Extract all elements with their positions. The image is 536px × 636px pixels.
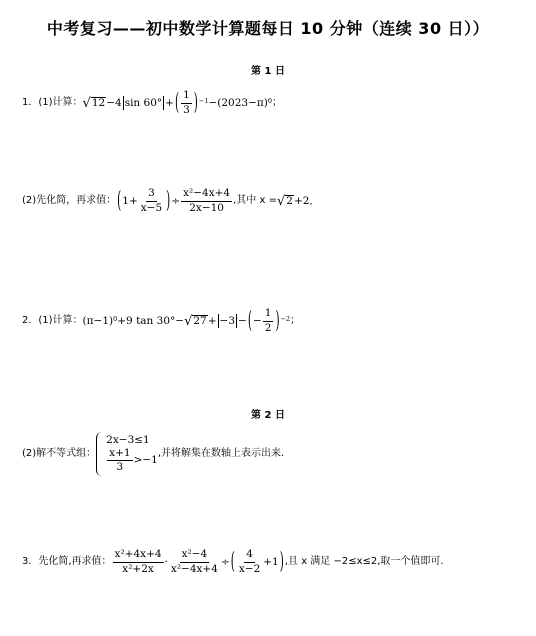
- day-heading-2: 第 2 日: [251, 410, 285, 421]
- sqrt-expression: √ 27: [184, 313, 207, 329]
- fraction: $\frac{3}{x-5}$: [140, 187, 163, 214]
- sin-term: sin 60°: [124, 96, 163, 109]
- problem-3: 3．先化简,再求值： $\frac{\text{x²+4x+4}}{\text{x²+2x}}$ · $\frac{\text{x²−4}}{\text{x²−4x+4}}$ ÷ ( $\frac{4}{x-2}$ +1 ) ,且 x 满足 −2≤x≤2,取一个值即可.: [22, 548, 444, 575]
- operator: +: [165, 96, 174, 109]
- term: −4: [106, 96, 122, 109]
- exponent: −1: [198, 96, 209, 105]
- fraction: $\frac{\text{x²+4x+4}}{\text{x²+2x}}$: [114, 548, 162, 575]
- problem-1-1: 1．(1)计算： √ 12 −4 sin 60° + ( $\frac{1}{3}$ ) $^{-1}$ −(2023−π) $^0$ ；: [22, 89, 283, 116]
- problem-label: (2)解不等式组：: [22, 448, 97, 459]
- fraction: $\frac{1}{2}$: [264, 307, 272, 334]
- problem-1-2: (2)先化简，再求值： ( 1+ $\frac{3}{x-5}$ ) ÷ $\frac{\text{x²−4x+4}}{2x-10}$ ,其中 x = √ 2 +2．: [22, 187, 320, 214]
- problem-label: 3．先化简,再求值：: [22, 556, 112, 567]
- problem-label: 1．(1)计算：: [22, 97, 83, 108]
- fraction: $\frac{4}{x-2}$: [238, 548, 261, 575]
- abs-bar: [123, 96, 124, 110]
- problem-label: 2．(1)计算：: [22, 315, 83, 326]
- abs-bar: [163, 96, 164, 110]
- page-title: 中考复习——初中数学计算题每日 10 分钟（连续 30 日））: [46, 19, 490, 38]
- inequality-system: 2x−3≤1 $\frac{x+1}{3}$ >−1: [106, 434, 158, 473]
- term: −(2023−π): [208, 96, 268, 109]
- exponent: 0: [267, 96, 273, 105]
- fraction: $\frac{x+1}{3}$: [109, 446, 131, 473]
- problem-label: (2)先化简，再求值：: [22, 195, 117, 206]
- fraction: $\frac{1}{3}$: [183, 89, 190, 116]
- sqrt-expression: √ 2: [276, 193, 293, 209]
- brace: [96, 432, 103, 476]
- problem-2-1: 2．(1)计算： (π−1) $^0$ +9 tan 30°− √ 27 + −3 − ( − $\frac{1}{2}$ ) $^{-2}$ ；: [22, 307, 301, 334]
- fraction: $\frac{\text{x²−4x+4}}{2x-10}$: [183, 187, 231, 214]
- fraction: $\frac{\text{x²−4}}{\text{x²−4x+4}}$: [170, 548, 218, 575]
- problem-2-2: (2)解不等式组： 2x−3≤1 $\frac{x+1}{3}$ >−1 ,并将解集在数轴上表示出来.: [22, 430, 284, 478]
- sqrt-expression: √ 12: [82, 95, 106, 111]
- day-heading-1: 第 1 日: [251, 66, 285, 77]
